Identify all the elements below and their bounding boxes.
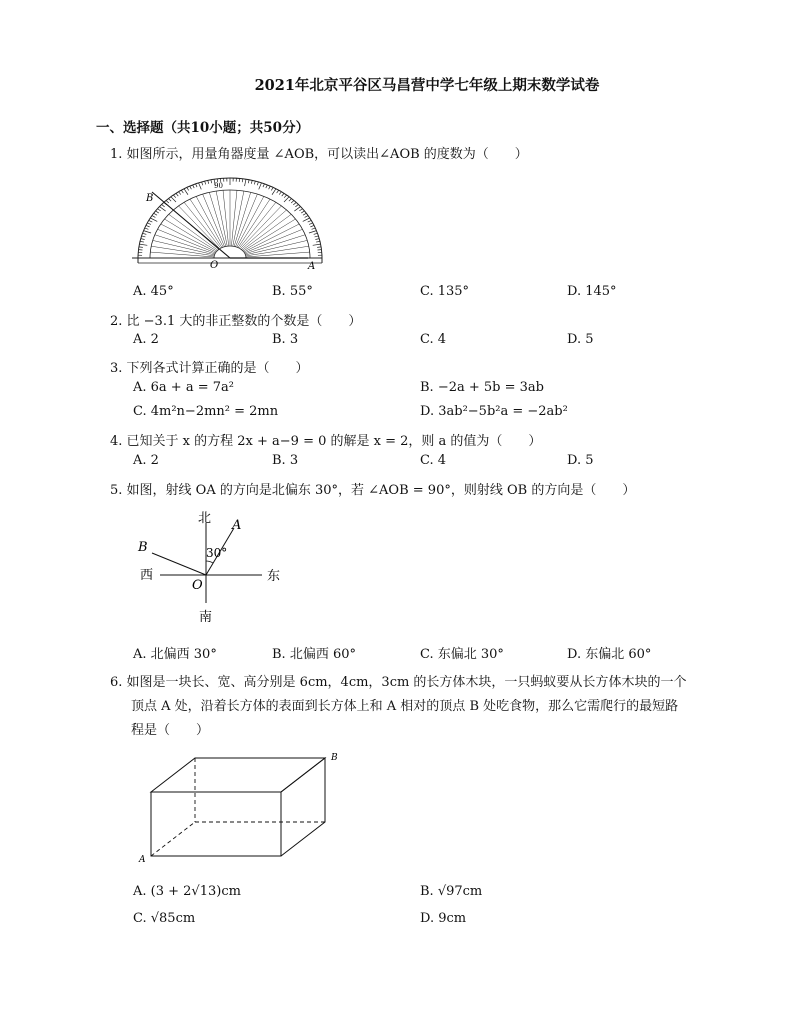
question-6-stem-line2: 顶点 A 处，沿着长方体的表面到长方体上和 A 相对的顶点 B 处吃食物，那么它需爬行的最短路	[131, 699, 679, 714]
protractor-tick	[166, 200, 169, 203]
protractor-tick	[145, 228, 149, 229]
protractor-ray	[234, 192, 251, 246]
protractor-ray	[216, 191, 227, 246]
protractor-tick	[139, 244, 147, 245]
protractor-ray	[169, 214, 218, 250]
protractor-ray	[179, 206, 220, 249]
mark-90: 90	[214, 182, 223, 190]
protractor-ray	[184, 202, 221, 248]
protractor-tick	[271, 187, 273, 190]
question-2-stem: 2. 比 −3.1 大的非正整数的个数是（ ）	[110, 314, 362, 329]
protractor-tick	[245, 179, 246, 186]
q5-option-b[interactable]: B. 北偏西 60°	[272, 647, 356, 662]
q3-option-a[interactable]: A. 6a + a = 7a²	[133, 380, 234, 395]
q3-option-d[interactable]: D. 3ab²−5b²a = −2ab²	[420, 404, 568, 419]
q4-option-a[interactable]: A. 2	[133, 453, 159, 468]
q5-option-c[interactable]: C. 东偏北 30°	[420, 647, 504, 662]
protractor-tick	[305, 216, 308, 218]
protractor-tick	[144, 231, 152, 233]
protractor-tick	[289, 199, 292, 202]
question-4-stem: 4. 已知关于 x 的方程 2x + a−9 = 0 的解是 x = 2，则 a 的值为（ ）	[110, 434, 542, 449]
protractor-ray	[196, 196, 223, 247]
protractor-tick	[242, 179, 243, 182]
label-B: B	[146, 193, 154, 204]
protractor-tick	[251, 180, 252, 183]
vertex-B-label: B	[331, 753, 338, 763]
protractor-tick	[279, 192, 281, 195]
protractor-ray	[231, 190, 237, 246]
protractor-ray	[239, 202, 276, 248]
question-6-stem-line3: 程是（ ）	[131, 723, 210, 738]
q3-option-c[interactable]: C. 4m²n−2mn² = 2mn	[133, 404, 279, 419]
protractor-tick	[141, 239, 145, 240]
q4-option-b[interactable]: B. 3	[272, 453, 299, 468]
protractor-tick	[142, 236, 146, 237]
q6-option-c[interactable]: C. √85cm	[133, 911, 196, 926]
protractor-tick	[257, 182, 258, 185]
compass-figure	[130, 505, 300, 630]
protractor-tick	[152, 216, 155, 218]
protractor-tick	[187, 187, 189, 190]
label-A: A	[308, 261, 316, 272]
question-5-stem: 5. 如图，射线 OA 的方向是北偏东 30°，若 ∠AOB = 90°，则射线 OB 的方向是（ ）	[110, 483, 636, 498]
label-west: 西	[140, 568, 154, 583]
right-face	[281, 758, 325, 856]
protractor-tick	[291, 200, 294, 203]
protractor-tick	[308, 220, 312, 222]
q3-option-b[interactable]: B. −2a + 5b = 3ab	[420, 380, 544, 395]
protractor-tick	[315, 239, 319, 240]
protractor-ray	[245, 229, 303, 253]
protractor-tick	[314, 233, 318, 234]
protractor-tick	[316, 241, 320, 242]
q4-option-d[interactable]: D. 5	[567, 453, 594, 468]
protractor-tick	[269, 186, 271, 189]
protractor-tick	[303, 218, 310, 221]
label-south: 南	[199, 610, 213, 625]
protractor-tick	[259, 183, 262, 190]
protractor-tick	[168, 199, 171, 202]
protractor-tick	[196, 184, 197, 187]
q2-option-a[interactable]: A. 2	[133, 332, 159, 347]
protractor-tick	[248, 180, 249, 183]
protractor-tick	[295, 204, 298, 206]
protractor-tick	[208, 180, 209, 183]
label-B: B	[138, 540, 148, 555]
protractor-figure	[130, 168, 330, 273]
protractor-tick	[158, 209, 161, 211]
label-angle: 30°	[206, 546, 228, 560]
protractor-ray	[157, 229, 215, 253]
protractor-tick	[301, 211, 304, 213]
q5-option-a[interactable]: A. 北偏西 30°	[133, 647, 217, 662]
protractor-tick	[312, 228, 316, 229]
protractor-tick	[199, 183, 202, 190]
top-face	[151, 758, 325, 792]
section-heading: 一、选择题（共10小题；共50分）	[96, 120, 310, 136]
protractor-tick	[179, 192, 181, 195]
protractor-tick	[149, 220, 153, 222]
protractor-ray	[238, 199, 270, 247]
protractor-tick	[266, 185, 268, 188]
protractor-ray	[244, 224, 299, 252]
cuboid-figure	[135, 748, 350, 873]
protractor-tick	[147, 223, 151, 225]
vertex-A-label: A	[139, 855, 146, 865]
question-6-stem-line1: 6. 如图是一块长、宽、高分别是 6cm，4cm，3cm 的长方体木块，一只蚂蚁要从长方体木块的一个	[110, 675, 687, 690]
protractor-tick	[310, 225, 314, 226]
label-O: O	[192, 578, 203, 593]
protractor-tick	[277, 190, 279, 193]
protractor-tick	[309, 231, 317, 233]
protractor-tick	[184, 189, 188, 195]
protractor-tick	[309, 223, 313, 225]
protractor-tick	[176, 193, 178, 196]
label-A: A	[232, 518, 242, 533]
protractor-tick	[313, 244, 321, 245]
protractor-tick	[193, 185, 195, 188]
protractor-tick	[299, 209, 302, 211]
protractor-tick	[293, 202, 296, 204]
protractor-tick	[162, 204, 165, 206]
front-face	[151, 792, 281, 856]
hidden-edge-depth	[151, 822, 195, 856]
protractor-tick	[156, 211, 159, 213]
protractor-ray	[223, 190, 229, 246]
protractor-ray	[209, 192, 226, 246]
protractor-tick	[254, 181, 255, 184]
protractor-tick	[202, 182, 203, 185]
q1-option-c[interactable]: C. 135°	[420, 284, 470, 299]
protractor-tick	[181, 190, 183, 193]
q2-option-c[interactable]: C. 4	[420, 332, 447, 347]
label-O: O	[210, 260, 219, 271]
q2-option-d[interactable]: D. 5	[567, 332, 594, 347]
protractor-tick	[146, 225, 150, 226]
question-1-stem: 1. 如图所示，用量角器度量 ∠AOB，可以读出∠AOB 的度数为（ ）	[110, 147, 528, 162]
q1-option-d[interactable]: D. 145°	[567, 284, 617, 299]
question-3-stem: 3. 下列各式计算正确的是（ ）	[110, 361, 309, 376]
protractor-tick	[154, 213, 157, 215]
protractor-tick	[282, 193, 284, 196]
q2-option-b[interactable]: B. 3	[272, 332, 299, 347]
q1-option-a[interactable]: A. 45°	[133, 284, 174, 299]
protractor-ray	[161, 224, 216, 252]
page-title: 2021年北京平谷区马昌营中学七年级上期末数学试卷	[254, 77, 600, 94]
protractor-ray	[242, 214, 291, 250]
protractor-tick	[263, 184, 264, 187]
q6-option-b[interactable]: B. √97cm	[420, 884, 483, 899]
protractor-tick	[272, 189, 276, 195]
q5-option-d[interactable]: D. 东偏北 60°	[567, 647, 652, 662]
protractor-ray	[190, 199, 222, 247]
label-north: 北	[198, 511, 212, 526]
label-east: 东	[267, 569, 281, 584]
protractor-ray	[233, 191, 244, 246]
q1-option-b[interactable]: B. 55°	[272, 284, 313, 299]
q6-option-d[interactable]: D. 9cm	[420, 911, 467, 926]
protractor-tick	[211, 180, 212, 183]
protractor-tick	[143, 233, 147, 234]
protractor-tick	[303, 213, 306, 215]
protractor-tick	[140, 241, 144, 242]
q6-option-a[interactable]: A. (3 + 2√13)cm	[133, 884, 241, 899]
protractor-tick	[173, 195, 175, 198]
q4-option-c[interactable]: C. 4	[420, 453, 447, 468]
protractor-tick	[205, 181, 206, 184]
protractor-tick	[190, 186, 192, 189]
protractor-ray	[240, 206, 281, 249]
protractor-tick	[284, 195, 286, 198]
protractor-tick	[150, 218, 157, 221]
protractor-tick	[315, 236, 319, 237]
ray-OB	[152, 553, 206, 575]
protractor-ray	[237, 196, 264, 247]
